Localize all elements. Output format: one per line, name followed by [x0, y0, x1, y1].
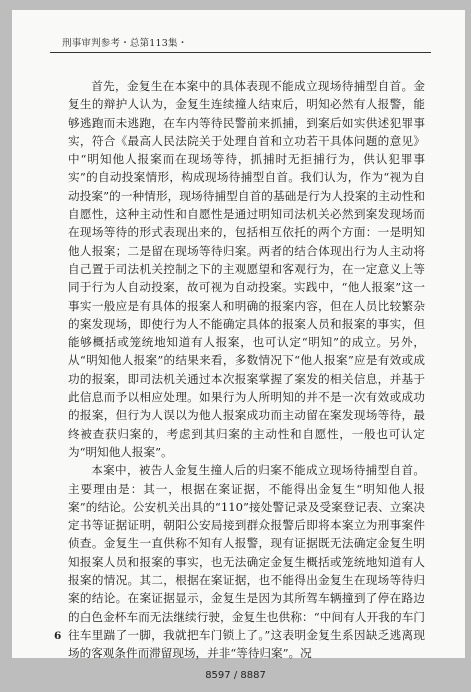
body-text — [68, 77, 425, 663]
page-counter: 8597 / 8887 — [205, 670, 266, 681]
paragraph-1: 首先，金复生在本案中的具体表现不能成立现场待捕型自首。金复生的辩护人认为，金复生连续撞人结束后，明知必然有人报警，能够逃跑而未逃跑，在车内等待民警前来抓捕，到案后如实供述犯罪事实，符合《最高人民法院关于处理自首和立功若干具体问题的意见》中“明知他人报案而在现场等待，抓捕时无拒捕行为，供认犯罪事实”的自动投案情形，构成现场待捕型自首。我们认为，作为“视为自动投案”的一种情形，现场待捕型自首的基础是行为人投案的主动性和自愿性，这种主动性和自愿性是通过明知司法机关必然到案发现场而在现场等待的形式表现出来的，包括相互依托的两个方面：一是明知他人报案；二是留在现场等待归案。两者的结合体现出行为人主动将自己置于司法机关控制之下的主观愿望和客观行为，在一定意义上等同于行为人自动投案，故可视为自动投案。实践中，“他人报案”这一事实一般应是有具体的报案人和明确的报案内容，但在人员比较繁杂的案发现场，即使行为人不能确定具体的报案人员和报案的事实，但能够概括或笼统地知道有人报案，也可认定“明知”的成立。另外，从“明知他人报案”的结果来看，多数情况下“他人报案”应是有效或成功的报案，即司法机关通过本次报案掌握了案发的相关信息，并基于此信息而予以相应处理。如果行为人所明知的并不是一次有效或成功的报案，但行为人误以为他人报案成功而主动留在案发现场等待，最终被查获归案的，考虑到其归案的主动性和自愿性，一般也可认定为“明知他人报案”。 — [68, 79, 425, 459]
document-page — [12, 10, 465, 661]
page-number: 6 — [54, 630, 62, 642]
header-rule — [50, 52, 431, 53]
running-header: 刑事审判参考・总第113集・ — [62, 38, 188, 49]
paragraph-2: 本案中，被告人金复生撞人后的归案不能成立现场待捕型自首。主要理由是：其一，根据在案证据，不能得出金复生“明知他人报案”的结论。公安机关出具的“110”接处警记录及受案登记表、立案决定书等证据证明，朝阳公安局接到群众报警后即将本案立为刑事案件侦查。金复生一直供称不知有人报警，现有证据既无法确定金复生明知报案人员和报案的事实，也无法确定金复生概括或笼统地知道有人报案的情况。其二，根据在案证据，也不能得出金复生在现场等待归案的结论。在案证据显示，金复生是因为其所驾车辆撞到了停在路边的白色金杯车而无法继续行驶，金复生也供称：“中间有人开我的车门往车里踹了一脚，我就把车门锁上了。”这表明金复生系因缺乏逃离现场的客观条件而滞留现场，并非“等待归案”。况 — [68, 463, 425, 661]
